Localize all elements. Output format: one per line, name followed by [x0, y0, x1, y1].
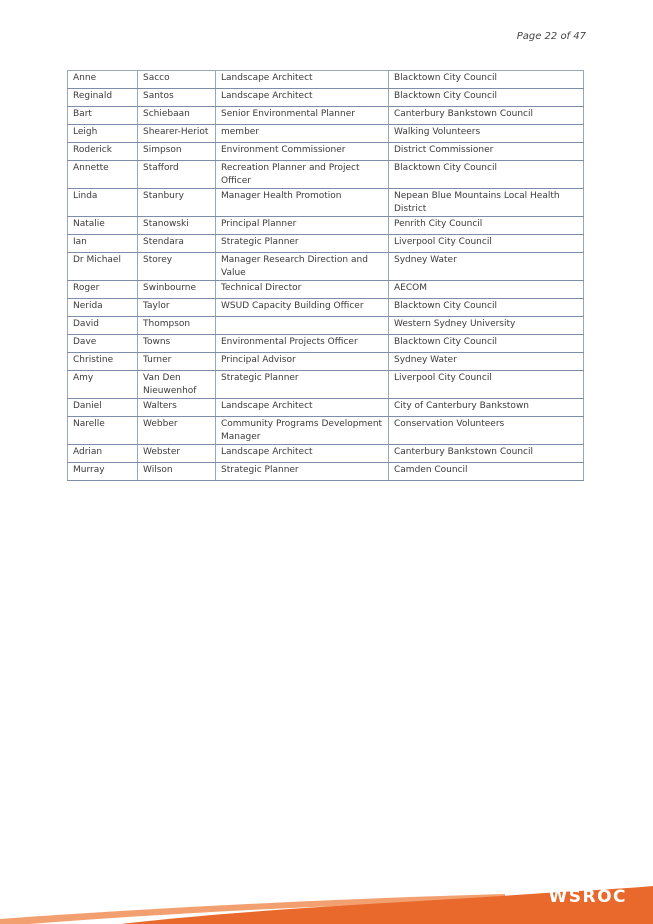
- last-name-cell: Wilson: [138, 463, 216, 481]
- organisation-cell: Canterbury Bankstown Council: [389, 445, 584, 463]
- position-cell: Principal Advisor: [216, 353, 389, 371]
- organisation-cell: Walking Volunteers: [389, 125, 584, 143]
- last-name-cell: Shearer-Heriot: [138, 125, 216, 143]
- table-row: [68, 189, 584, 217]
- table-row: [68, 317, 584, 335]
- table-row: [68, 235, 584, 253]
- organisation-cell: Camden Council: [389, 463, 584, 481]
- organisation-cell: Sydney Water: [389, 353, 584, 371]
- organisation-cell: Penrith City Council: [389, 217, 584, 235]
- table-row: [68, 253, 584, 281]
- table-row: [68, 89, 584, 107]
- first-name-cell: Natalie: [68, 217, 138, 235]
- organisation-cell: Sydney Water: [389, 253, 584, 281]
- table-row: [68, 71, 584, 89]
- organisation-cell: Western Sydney University: [389, 317, 584, 335]
- position-cell: member: [216, 125, 389, 143]
- page-number: Page 22 of 47: [516, 31, 586, 42]
- last-name-cell: Simpson: [138, 143, 216, 161]
- position-cell: WSUD Capacity Building Officer: [216, 299, 389, 317]
- last-name-cell: Santos: [138, 89, 216, 107]
- position-cell: Environment Commissioner: [216, 143, 389, 161]
- last-name-cell: Van Den Nieuwenhof: [138, 371, 216, 399]
- organisation-cell: Canterbury Bankstown Council: [389, 107, 584, 125]
- first-name-cell: Leigh: [68, 125, 138, 143]
- table-row: [68, 417, 584, 445]
- table-row: [68, 217, 584, 235]
- first-name-cell: Roger: [68, 281, 138, 299]
- position-cell: Principal Planner: [216, 217, 389, 235]
- position-cell: Technical Director: [216, 281, 389, 299]
- position-cell: Strategic Planner: [216, 463, 389, 481]
- organisation-cell: Nepean Blue Mountains Local Health District: [389, 189, 584, 217]
- first-name-cell: Daniel: [68, 399, 138, 417]
- last-name-cell: Stafford: [138, 161, 216, 189]
- first-name-cell: Adrian: [68, 445, 138, 463]
- position-cell: Recreation Planner and Project Officer: [216, 161, 389, 189]
- table-row: [68, 161, 584, 189]
- table-row: [68, 299, 584, 317]
- first-name-cell: Linda: [68, 189, 138, 217]
- first-name-cell: Narelle: [68, 417, 138, 445]
- last-name-cell: Towns: [138, 335, 216, 353]
- last-name-cell: Swinbourne: [138, 281, 216, 299]
- last-name-cell: Stanbury: [138, 189, 216, 217]
- wsroc-logo: WSROC: [548, 887, 627, 907]
- last-name-cell: Walters: [138, 399, 216, 417]
- position-cell: Strategic Planner: [216, 371, 389, 399]
- first-name-cell: Murray: [68, 463, 138, 481]
- last-name-cell: Stanowski: [138, 217, 216, 235]
- organisation-cell: AECOM: [389, 281, 584, 299]
- first-name-cell: Bart: [68, 107, 138, 125]
- organisation-cell: District Commissioner: [389, 143, 584, 161]
- position-cell: Landscape Architect: [216, 445, 389, 463]
- position-cell: Landscape Architect: [216, 89, 389, 107]
- position-cell: Strategic Planner: [216, 235, 389, 253]
- last-name-cell: Stendara: [138, 235, 216, 253]
- organisation-cell: Liverpool City Council: [389, 235, 584, 253]
- table-row: [68, 353, 584, 371]
- first-name-cell: Dr Michael: [68, 253, 138, 281]
- last-name-cell: Taylor: [138, 299, 216, 317]
- table-row: [68, 125, 584, 143]
- organisation-cell: Blacktown City Council: [389, 89, 584, 107]
- position-cell: [216, 317, 389, 335]
- last-name-cell: Sacco: [138, 71, 216, 89]
- table-row: [68, 335, 584, 353]
- organisation-cell: Blacktown City Council: [389, 335, 584, 353]
- first-name-cell: Anne: [68, 71, 138, 89]
- position-cell: Senior Environmental Planner: [216, 107, 389, 125]
- table-row: [68, 371, 584, 399]
- position-cell: Environmental Projects Officer: [216, 335, 389, 353]
- last-name-cell: Webber: [138, 417, 216, 445]
- first-name-cell: Amy: [68, 371, 138, 399]
- table-row: [68, 143, 584, 161]
- first-name-cell: Nerida: [68, 299, 138, 317]
- first-name-cell: Reginald: [68, 89, 138, 107]
- table-row: [68, 107, 584, 125]
- last-name-cell: Thompson: [138, 317, 216, 335]
- table-row: [68, 445, 584, 463]
- position-cell: Landscape Architect: [216, 71, 389, 89]
- position-cell: Community Programs Development Manager: [216, 417, 389, 445]
- table-row: [68, 463, 584, 481]
- last-name-cell: Turner: [138, 353, 216, 371]
- position-cell: Manager Health Promotion: [216, 189, 389, 217]
- table-row: [68, 281, 584, 299]
- organisation-cell: Blacktown City Council: [389, 299, 584, 317]
- first-name-cell: Christine: [68, 353, 138, 371]
- first-name-cell: David: [68, 317, 138, 335]
- position-cell: Landscape Architect: [216, 399, 389, 417]
- organisation-cell: Conservation Volunteers: [389, 417, 584, 445]
- first-name-cell: Ian: [68, 235, 138, 253]
- organisation-cell: Blacktown City Council: [389, 71, 584, 89]
- contacts-table: [67, 70, 584, 481]
- first-name-cell: Annette: [68, 161, 138, 189]
- last-name-cell: Storey: [138, 253, 216, 281]
- first-name-cell: Dave: [68, 335, 138, 353]
- position-cell: Manager Research Direction and Value: [216, 253, 389, 281]
- organisation-cell: City of Canterbury Bankstown: [389, 399, 584, 417]
- table-row: [68, 399, 584, 417]
- last-name-cell: Schiebaan: [138, 107, 216, 125]
- organisation-cell: Liverpool City Council: [389, 371, 584, 399]
- organisation-cell: Blacktown City Council: [389, 161, 584, 189]
- first-name-cell: Roderick: [68, 143, 138, 161]
- last-name-cell: Webster: [138, 445, 216, 463]
